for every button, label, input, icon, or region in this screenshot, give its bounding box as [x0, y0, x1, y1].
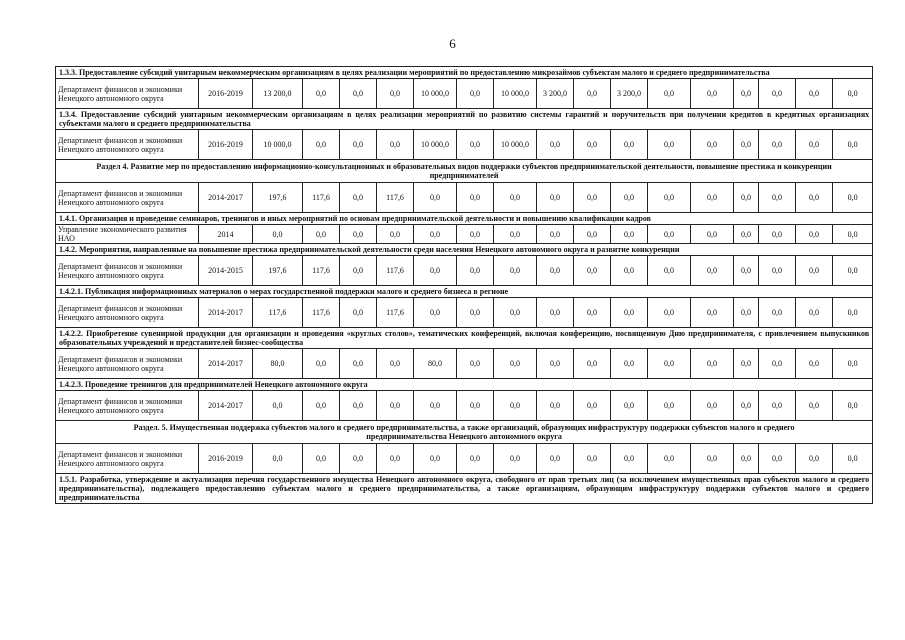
amount-cell: 0,0	[574, 444, 611, 474]
measure-header-row	[56, 286, 873, 298]
amount-cell: 0,0	[691, 130, 734, 160]
amount-cell: 0,0	[574, 79, 611, 109]
amount-cell: 0,0	[377, 444, 414, 474]
measure-header-row	[56, 244, 873, 256]
amount-cell: 0,0	[457, 391, 494, 421]
amount-cell: 10 000,0	[253, 130, 303, 160]
amount-cell: 80,0	[414, 349, 457, 379]
amount-cell: 0,0	[574, 349, 611, 379]
amount-cell: 0,0	[611, 444, 648, 474]
amount-cell: 0,0	[691, 298, 734, 328]
amount-cell: 0,0	[734, 298, 759, 328]
amount-cell: 0,0	[691, 183, 734, 213]
amount-cell: 0,0	[377, 225, 414, 244]
amount-cell: 0,0	[796, 349, 833, 379]
amount-cell: 10 000,0	[494, 130, 537, 160]
amount-cell: 0,0	[414, 256, 457, 286]
amount-cell: 117,6	[303, 298, 340, 328]
amount-cell: 0,0	[340, 298, 377, 328]
amount-cell: 0,0	[377, 349, 414, 379]
amount-cell: 10 000,0	[414, 79, 457, 109]
amount-cell: 0,0	[494, 225, 537, 244]
organization-cell: Департамент финансов и экономики Ненецкого автономного округа	[56, 256, 199, 286]
measure-title: 1.4.2.3. Проведение тренингов для предпринимателей Ненецкого автономного округа	[56, 379, 873, 391]
amount-cell: 0,0	[494, 444, 537, 474]
amount-cell: 0,0	[759, 391, 796, 421]
amount-cell: 117,6	[303, 183, 340, 213]
amount-cell: 0,0	[759, 183, 796, 213]
amount-cell: 0,0	[734, 444, 759, 474]
amount-cell: 0,0	[833, 298, 873, 328]
period-cell: 2016-2019	[199, 444, 253, 474]
amount-cell: 0,0	[691, 391, 734, 421]
amount-cell: 0,0	[457, 349, 494, 379]
amount-cell: 0,0	[648, 444, 691, 474]
measure-header-row	[56, 328, 873, 349]
period-cell: 2016-2019	[199, 130, 253, 160]
amount-cell: 0,0	[303, 444, 340, 474]
measure-header-row	[56, 109, 873, 130]
amount-cell: 0,0	[340, 130, 377, 160]
amount-cell: 197,6	[253, 256, 303, 286]
amount-cell: 0,0	[574, 183, 611, 213]
amount-cell: 0,0	[611, 183, 648, 213]
amount-cell: 0,0	[833, 391, 873, 421]
measure-title: 1.4.2.1. Публикация информационных материалов о мерах государственной поддержки малого и среднего бизнеса в регионе	[56, 286, 873, 298]
measure-title: 1.4.2. Мероприятия, направленные на повышение престижа предпринимательской деятельности среди населения Ненецкого автономного округа и развитие конкуренции	[56, 244, 873, 256]
amount-cell: 0,0	[734, 79, 759, 109]
amount-cell: 0,0	[340, 256, 377, 286]
section-row	[56, 160, 873, 183]
amount-cell: 197,6	[253, 183, 303, 213]
amount-cell: 0,0	[537, 256, 574, 286]
amount-cell: 0,0	[734, 349, 759, 379]
amount-cell: 0,0	[833, 130, 873, 160]
amount-cell: 0,0	[734, 183, 759, 213]
amount-cell: 0,0	[340, 183, 377, 213]
amount-cell: 0,0	[574, 256, 611, 286]
amount-cell: 0,0	[377, 391, 414, 421]
amount-cell: 0,0	[796, 256, 833, 286]
amount-cell: 0,0	[734, 225, 759, 244]
amount-cell: 117,6	[377, 183, 414, 213]
amount-cell: 0,0	[457, 225, 494, 244]
organization-cell: Департамент финансов и экономики Ненецкого автономного округа	[56, 298, 199, 328]
organization-cell: Департамент финансов и экономики Ненецкого автономного округа	[56, 79, 199, 109]
table-row	[56, 79, 873, 109]
amount-cell: 0,0	[648, 298, 691, 328]
amount-cell: 0,0	[691, 225, 734, 244]
amount-cell: 0,0	[648, 391, 691, 421]
amount-cell: 117,6	[303, 256, 340, 286]
amount-cell: 0,0	[494, 183, 537, 213]
amount-cell: 0,0	[414, 183, 457, 213]
amount-cell: 0,0	[340, 391, 377, 421]
amount-cell: 0,0	[611, 391, 648, 421]
amount-cell: 0,0	[457, 79, 494, 109]
amount-cell: 0,0	[759, 298, 796, 328]
organization-cell: Департамент финансов и экономики Ненецкого автономного округа	[56, 349, 199, 379]
period-cell: 2014-2017	[199, 298, 253, 328]
amount-cell: 0,0	[574, 298, 611, 328]
amount-cell: 0,0	[611, 130, 648, 160]
amount-cell: 0,0	[759, 349, 796, 379]
amount-cell: 0,0	[833, 444, 873, 474]
table-row	[56, 391, 873, 421]
amount-cell: 0,0	[537, 444, 574, 474]
amount-cell: 0,0	[796, 130, 833, 160]
amount-cell: 0,0	[574, 391, 611, 421]
amount-cell: 0,0	[691, 79, 734, 109]
amount-cell: 0,0	[611, 349, 648, 379]
budget-table	[55, 66, 873, 504]
amount-cell: 0,0	[494, 391, 537, 421]
amount-cell: 0,0	[340, 79, 377, 109]
amount-cell: 0,0	[303, 391, 340, 421]
measure-title: 1.3.4. Предоставление субсидий унитарным некоммерческим организациям в целях реализации мероприятий по развитию системы гарантий и поручительств при получении кредитов в кредитных организациях субъектами малого и среднего предпринимательства	[56, 109, 873, 130]
organization-cell: Департамент финансов и экономики Ненецкого автономного округа	[56, 391, 199, 421]
amount-cell: 0,0	[611, 225, 648, 244]
organization-cell: Департамент финансов и экономики Ненецкого автономного округа	[56, 130, 199, 160]
table-row	[56, 183, 873, 213]
measure-title: 1.4.1. Организация и проведение семинаров, тренингов и иных мероприятий по основам предпринимательской деятельности и повышению квалификации кадров	[56, 213, 873, 225]
amount-cell: 0,0	[611, 256, 648, 286]
amount-cell: 10 000,0	[414, 130, 457, 160]
amount-cell: 0,0	[759, 225, 796, 244]
amount-cell: 0,0	[691, 256, 734, 286]
organization-cell: Управление экономического развития НАО	[56, 225, 199, 244]
amount-cell: 0,0	[253, 391, 303, 421]
table-row	[56, 298, 873, 328]
amount-cell: 0,0	[537, 349, 574, 379]
table-row	[56, 130, 873, 160]
section-row	[56, 421, 873, 444]
amount-cell: 0,0	[253, 444, 303, 474]
amount-cell: 0,0	[303, 130, 340, 160]
amount-cell: 0,0	[796, 183, 833, 213]
section-title: Раздел. 5. Имущественная поддержка субъектов малого и среднего предпринимательства, а также организаций, образующих инфраструктуру поддержки субъектов малого и среднего предпринимательства Ненецкого автономного округа	[56, 421, 873, 444]
amount-cell: 0,0	[340, 225, 377, 244]
table-row	[56, 349, 873, 379]
amount-cell: 0,0	[833, 183, 873, 213]
amount-cell: 0,0	[494, 349, 537, 379]
measure-title: 1.3.3. Предоставление субсидий унитарным некоммерческим организациям в целях реализации мероприятий по предоставлению микрозаймов субъектам малого и среднего предпринимательства	[56, 67, 873, 79]
amount-cell: 0,0	[796, 225, 833, 244]
amount-cell: 13 200,0	[253, 79, 303, 109]
period-cell: 2014-2017	[199, 183, 253, 213]
amount-cell: 0,0	[537, 183, 574, 213]
amount-cell: 0,0	[611, 298, 648, 328]
amount-cell: 0,0	[734, 130, 759, 160]
table-row	[56, 225, 873, 244]
amount-cell: 0,0	[457, 256, 494, 286]
amount-cell: 0,0	[340, 444, 377, 474]
amount-cell: 0,0	[537, 225, 574, 244]
amount-cell: 0,0	[759, 444, 796, 474]
amount-cell: 0,0	[759, 130, 796, 160]
amount-cell: 0,0	[537, 130, 574, 160]
amount-cell: 0,0	[494, 256, 537, 286]
amount-cell: 0,0	[796, 444, 833, 474]
page-number: 6	[449, 36, 456, 51]
amount-cell: 0,0	[414, 444, 457, 474]
amount-cell: 0,0	[734, 256, 759, 286]
measure-header-row	[56, 379, 873, 391]
amount-cell: 3 200,0	[537, 79, 574, 109]
amount-cell: 0,0	[759, 256, 796, 286]
table-row	[56, 256, 873, 286]
amount-cell: 0,0	[648, 349, 691, 379]
organization-cell: Департамент финансов и экономики Ненецкого автономного округа	[56, 183, 199, 213]
measure-header-row	[56, 67, 873, 79]
amount-cell: 0,0	[734, 391, 759, 421]
amount-cell: 0,0	[377, 79, 414, 109]
amount-cell: 0,0	[303, 79, 340, 109]
amount-cell: 0,0	[340, 349, 377, 379]
amount-cell: 0,0	[648, 225, 691, 244]
amount-cell: 0,0	[414, 298, 457, 328]
amount-cell: 0,0	[833, 349, 873, 379]
amount-cell: 0,0	[648, 183, 691, 213]
amount-cell: 10 000,0	[494, 79, 537, 109]
organization-cell: Департамент финансов и экономики Ненецкого автономного округа	[56, 444, 199, 474]
amount-cell: 0,0	[494, 298, 537, 328]
amount-cell: 0,0	[691, 349, 734, 379]
measure-title: 1.5.1. Разработка, утверждение и актуализация перечня государственного имущества Ненецкого автономного округа, свободного от прав третьих лиц (за исключением имущественных прав субъектов малого и среднего предпринимательства), подлежащего предоставлению субъектам малого и среднего предпринимательства, а также организациям, образующим инфраструктуру поддержки субъектов малого и среднего предпринимательства	[56, 474, 873, 504]
period-cell: 2014-2015	[199, 256, 253, 286]
amount-cell: 0,0	[303, 349, 340, 379]
period-cell: 2014-2017	[199, 391, 253, 421]
amount-cell: 0,0	[574, 130, 611, 160]
amount-cell: 0,0	[414, 391, 457, 421]
amount-cell: 0,0	[833, 256, 873, 286]
amount-cell: 0,0	[303, 225, 340, 244]
amount-cell: 117,6	[253, 298, 303, 328]
amount-cell: 0,0	[796, 298, 833, 328]
amount-cell: 117,6	[377, 298, 414, 328]
amount-cell: 0,0	[796, 391, 833, 421]
amount-cell: 0,0	[457, 444, 494, 474]
amount-cell: 80,0	[253, 349, 303, 379]
amount-cell: 0,0	[574, 225, 611, 244]
amount-cell: 0,0	[796, 79, 833, 109]
measure-header-row	[56, 474, 873, 504]
amount-cell: 0,0	[414, 225, 457, 244]
measure-title: 1.4.2.2. Приобретение сувенирной продукции для организации и проведения «круглых столов», тематических конференций, включая конференцию, посвященную Дню предпринимателя, с привлечением выпускников образовательных учреждений и представителей бизнес-сообщества	[56, 328, 873, 349]
section-title: Раздел 4. Развитие мер по предоставлению информационно-консультационных и образовательных видов поддержки субъектов предпринимательской деятельности, повышение престижа и конкуренции предпринимателей	[56, 160, 873, 183]
amount-cell: 0,0	[253, 225, 303, 244]
amount-cell: 0,0	[377, 130, 414, 160]
amount-cell: 0,0	[833, 225, 873, 244]
amount-cell: 0,0	[759, 79, 796, 109]
amount-cell: 0,0	[537, 391, 574, 421]
amount-cell: 0,0	[457, 130, 494, 160]
amount-cell: 0,0	[648, 79, 691, 109]
measure-header-row	[56, 213, 873, 225]
period-cell: 2016-2019	[199, 79, 253, 109]
amount-cell: 0,0	[648, 256, 691, 286]
amount-cell: 0,0	[833, 79, 873, 109]
amount-cell: 0,0	[457, 183, 494, 213]
amount-cell: 0,0	[691, 444, 734, 474]
amount-cell: 0,0	[537, 298, 574, 328]
amount-cell: 0,0	[648, 130, 691, 160]
amount-cell: 3 200,0	[611, 79, 648, 109]
period-cell: 2014-2017	[199, 349, 253, 379]
table-row	[56, 444, 873, 474]
amount-cell: 0,0	[457, 298, 494, 328]
period-cell: 2014	[199, 225, 253, 244]
amount-cell: 117,6	[377, 256, 414, 286]
